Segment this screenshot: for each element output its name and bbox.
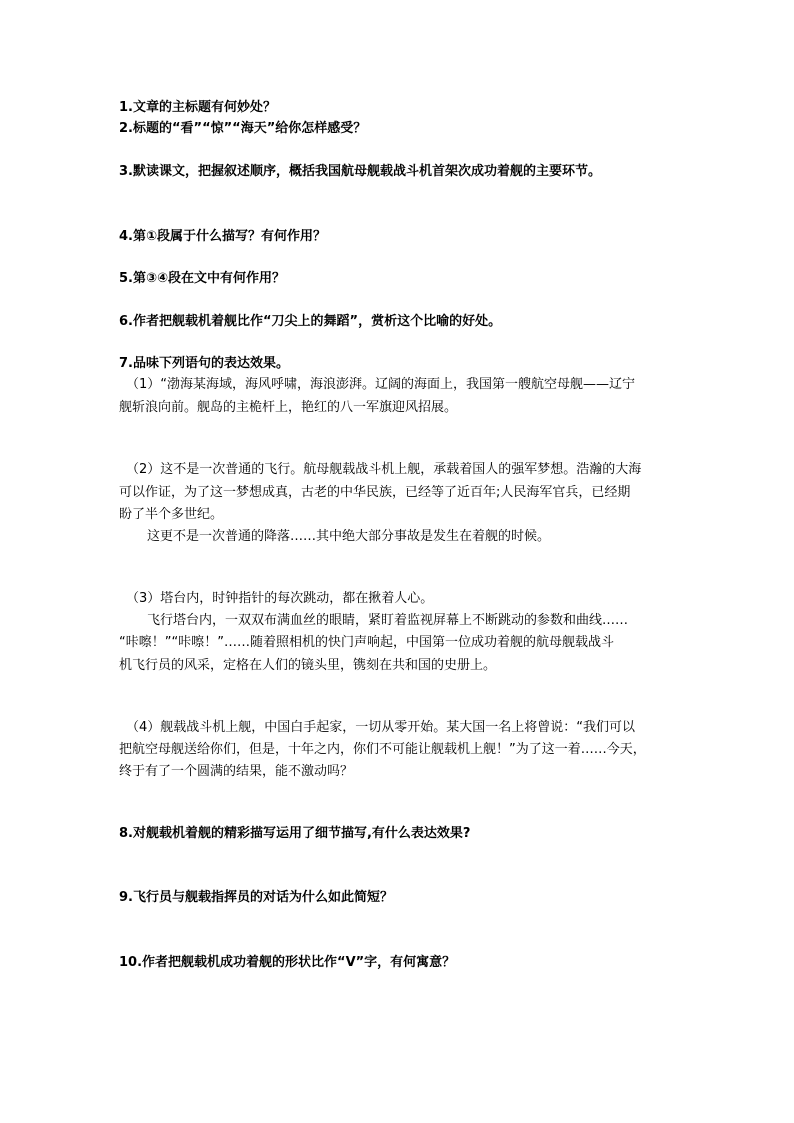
sentence-3-line-2: 飞行塔台内，一双双布满血丝的眼睛，紧盯着监视屏幕上不断跳动的参数和曲线……: [147, 613, 629, 628]
sentence-3-line-4: 机飞行员的风采，定格在人们的镜头里，镌刻在共和国的史册上。: [119, 658, 497, 673]
sentence-2-line-1: （2）这不是一次普通的飞行。航母舰载战斗机上舰，承载着国人的强军梦想。浩瀚的大海: [126, 462, 642, 477]
sentence-3-line-3: “咔嚓！”“咔嚓！”……随着照相机的快门声响起，中国第一位成功着舰的航母舰载战斗: [119, 635, 614, 650]
question-10: 10.作者把舰载机成功着舰的形状比作“V”字，有何寓意？: [119, 955, 456, 970]
question-8: 8.对舰载机着舰的精彩描写运用了细节描写,有什么表达效果?: [119, 826, 471, 841]
question-2: 2.标题的“看”“惊”“海天”给你怎样感受？: [119, 121, 367, 136]
sentence-2-line-3: 盼了半个多世纪。: [119, 507, 224, 522]
sentence-4-line-2: 把航空母舰送给你们，但是，十年之内，你们不可能让舰载机上舰！”为了这一着……今天，: [119, 742, 646, 757]
sentence-4-line-1: （4）舰载战斗机上舰，中国白手起家，一切从零开始。某大国一名上将曾说：“我们可以: [126, 720, 636, 735]
question-9: 9.飞行员与舰载指挥员的对话为什么如此简短？: [119, 890, 393, 905]
question-5: 5.第③④段在文中有何作用？: [119, 271, 285, 286]
sentence-1-line-1: （1）“渤海某海域，海风呼啸，海浪澎湃。辽阔的海面上，我国第一艘航空母舰——辽宁: [126, 377, 636, 392]
question-4: 4.第①段属于什么描写？有何作用？: [119, 229, 326, 244]
question-1: 1.文章的主标题有何妙处？: [119, 100, 276, 115]
question-3: 3.默读课文，把握叙述顺序，概括我国航母舰载战斗机首架次成功着舰的主要环节。: [119, 164, 601, 179]
question-7: 7.品味下列语句的表达效果。: [119, 356, 289, 371]
sentence-2-line-2: 可以作证，为了这一梦想成真，古老的中华民族，已经等了近百年;人民海军官兵，已经期: [119, 485, 631, 500]
sentence-1-line-2: 舰斩浪向前。舰岛的主桅杆上，艳红的八一军旗迎风招展。: [119, 400, 458, 415]
sentence-3-line-1: （3）塔台内，时钟指针的每次跳动，都在揪着人心。: [126, 591, 434, 606]
sentence-2-line-4: 这更不是一次普通的降落……其中绝大部分事故是发生在着舰的时候。: [147, 529, 551, 544]
sentence-4-line-3: 终于有了一个圆满的结果，能不激动吗？: [119, 764, 354, 779]
question-6: 6.作者把舰载机着舰比作“刀尖上的舞蹈”，赏析这个比喻的好处。: [119, 314, 502, 329]
